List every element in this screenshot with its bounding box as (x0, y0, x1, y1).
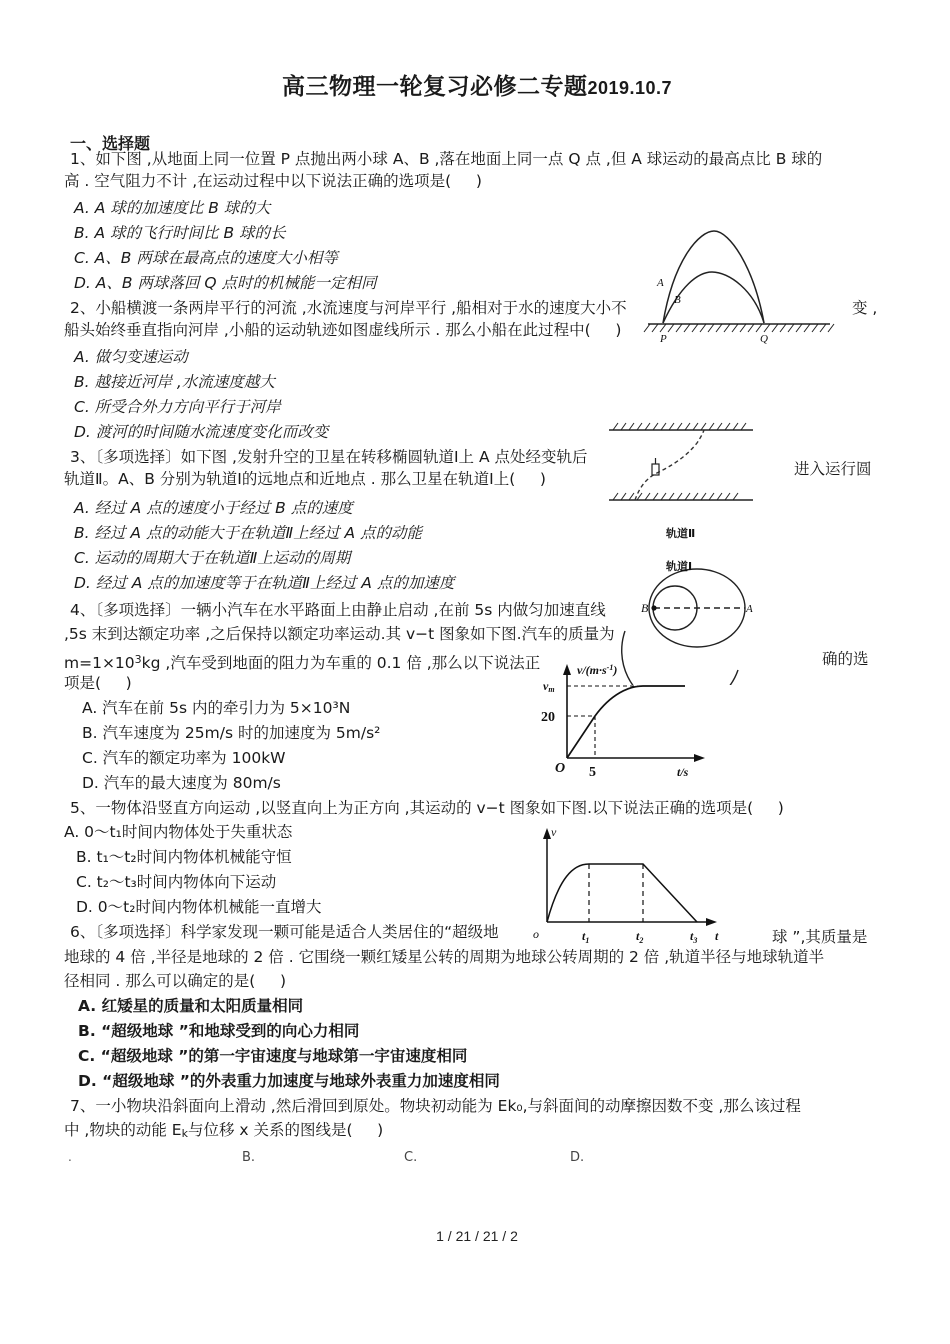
vt-body-xtick-t1: $t_1$ (582, 929, 590, 945)
q3-option-a: A. 经过 A 点的速度小于经过 B 点的速度 (74, 499, 353, 517)
q6-option-b: B. “超级地球 ”和地球受到的向心力相同 (78, 1022, 360, 1040)
q3-stem-line1: 3、〔多项选择〕如下图 ,发射升空的卫星在转移椭圆轨道Ⅰ上 A 点处经变轨后 (70, 448, 588, 466)
q1-option-b: B. A 球的飞行时间比 B 球的长 (74, 224, 286, 242)
q1-option-a: A. A 球的加速度比 B 球的大 (74, 199, 271, 217)
q7-stem-prefix: 中 ,物块的动能 E (64, 1121, 182, 1139)
vt-body-x-label: t (715, 929, 719, 943)
q2-option-c: C. 所受合外力方向平行于河岸 (74, 398, 281, 416)
q6-stem-line3: 径相同 . 那么可以确定的是( ) (64, 972, 287, 990)
projectile-trajectories-diagram (630, 228, 850, 348)
orbit-label-b: B (641, 601, 649, 615)
section-heading: 一、选择题 (70, 134, 151, 153)
q7-ek-subscript: k (181, 1127, 188, 1140)
q4-option-c: C. 汽车的额定功率为 100kW (82, 749, 286, 767)
vt-car-x-label: t/s (677, 765, 689, 778)
q2-option-d: D. 渡河的时间随水流速度变化而改变 (74, 423, 329, 441)
velocity-time-graph-car (525, 658, 745, 778)
q2-stem-line1-tail: 变 , (852, 299, 878, 317)
q5-option-c: C. t₂～t₃时间内物体向下运动 (76, 873, 277, 891)
q3-stem-line1-tail: 进入运行圆 (794, 460, 872, 478)
q4-option-b: B. 汽车速度为 25m/s 时的加速度为 5m/s² (82, 724, 381, 742)
orbit-label-outer: 轨道Ⅱ (666, 527, 696, 540)
boat-crossing-river-diagram (605, 418, 765, 518)
q4-stem-line4: 项是( ) (64, 674, 132, 692)
vt-body-xtick-t2: $t_2$ (636, 929, 644, 945)
page-footer: 1 / 21 / 21 / 2 (436, 1228, 518, 1244)
q4-stem-line1: 4、〔多项选择〕一辆小汽车在水平路面上由静止启动 ,在前 5s 内做匀加速直线 (70, 601, 606, 619)
q5-option-d: D. 0～t₂时间内物体机械能一直增大 (76, 898, 322, 916)
q7-choice-label-c: C. (404, 1150, 418, 1165)
q6-stem-line1: 6、〔多项选择〕科学家发现一颗可能是适合人类居住的“超级地 (70, 923, 499, 941)
q6-option-a: A. 红矮星的质量和太阳质量相同 (78, 997, 304, 1015)
vt-car-ytick-vm: vm (543, 679, 555, 694)
q2-stem-line1: 2、小船横渡一条两岸平行的河流 ,水流速度与河岸平行 ,船相对于水的速度大小不 (70, 299, 627, 317)
orbit-label-a: A (746, 603, 753, 615)
vt-body-origin: o (533, 927, 539, 941)
q1-option-d: D. A、B 两球落回 Q 点时的机械能一定相同 (74, 274, 377, 292)
q3-option-c: C. 运动的周期大于在轨道Ⅱ上运动的周期 (74, 549, 351, 567)
q4-stem-line2: ,5s 末到达额定功率 ,之后保持以额定功率运动.其 v−t 图象如下图.汽车的质量为 (64, 625, 615, 643)
q4-mass-exponent: 3 (134, 653, 142, 666)
projectile-label-a: A (657, 277, 664, 289)
q2-option-a: A. 做匀变速运动 (74, 348, 188, 366)
projectile-label-p: P (660, 333, 667, 345)
q7-stem-line1: 7、一小物块沿斜面向上滑动 ,然后滑回到原处。物块初动能为 Ek₀,与斜面间的动摩擦因数不变 ,那么该过程 (70, 1097, 801, 1115)
projectile-label-b: B (674, 294, 681, 306)
q6-stem-line1-tail: 球 ”,其质量是 (772, 928, 868, 946)
q1-option-c: C. A、B 两球在最高点的速度大小相等 (74, 249, 338, 267)
q5-stem-line1: 5、一物体沿竖直方向运动 ,以竖直向上为正方向 ,其运动的 v−t 图象如下图.以下说法正确的选项是( ) (70, 799, 784, 817)
q6-option-d: D. “超级地球 ”的外表重力加速度与地球外表重力加速度相同 (78, 1072, 500, 1090)
vt-car-y-label: $v/(m\cdot s^{-1})$ (577, 663, 618, 677)
q3-stem-line2: 轨道Ⅱ。A、B 分别为轨道Ⅰ的远地点和近地点 . 那么卫星在轨道Ⅰ上( ) (64, 470, 546, 488)
q7-choice-label-a: . (68, 1150, 72, 1164)
q7-stem-line2 (64, 1121, 383, 1143)
vt-car-origin: O (555, 761, 566, 776)
velocity-time-graph-body (525, 818, 755, 948)
projectile-label-q: Q (760, 333, 768, 345)
q7-stem-rest: 与位移 x 关系的图线是( ) (187, 1121, 384, 1139)
q7-choice-label-d: D. (570, 1150, 585, 1165)
q4-mass-prefix: m=1×10 (64, 654, 135, 672)
vt-car-xtick-5: 5 (589, 765, 596, 778)
q5-option-b: B. t₁～t₂时间内物体机械能守恒 (76, 848, 292, 866)
q2-option-b: B. 越接近河岸 ,水流速度越大 (74, 373, 275, 391)
vt-car-ytick-20: 20 (541, 710, 555, 725)
title-text: 高三物理一轮复习必修二专题 (281, 74, 588, 100)
q3-option-b: B. 经过 A 点的动能大于在轨道Ⅱ上经过 A 点的动能 (74, 524, 423, 542)
q3-option-d: D. 经过 A 点的加速度等于在轨道Ⅱ上经过 A 点的加速度 (74, 574, 455, 592)
title-date: 2019.10.7 (587, 78, 673, 98)
q4-option-a: A. 汽车在前 5s 内的牵引力为 5×10³N (82, 699, 351, 717)
q4-stem-line3-rest: kg ,汽车受到地面的阻力为车重的 0.1 倍 ,那么以下说法正 (141, 654, 541, 672)
q4-stem-line3 (64, 650, 540, 673)
q4-option-d: D. 汽车的最大速度为 80m/s (82, 774, 281, 792)
q4-stem-line3-tail: 确的选 (822, 650, 869, 668)
q2-stem-line2: 船头始终垂直指向河岸 ,小船的运动轨迹如图虚线所示 . 那么小船在此过程中( ) (64, 321, 622, 339)
q7-choice-label-b: B. (242, 1150, 256, 1165)
orbit-label-inner: 轨道Ⅰ (666, 560, 693, 573)
vt-body-y-label: v (551, 825, 557, 839)
q5-option-a: A. 0～t₁时间内物体处于失重状态 (64, 823, 293, 841)
q1-stem-line2: 高 . 空气阻力不计 ,在运动过程中以下说法正确的选项是( ) (64, 172, 482, 190)
page-title (64, 68, 890, 101)
vt-body-xtick-t3: $t_3$ (690, 929, 698, 945)
q6-option-c: C. “超级地球 ”的第一宇宙速度与地球第一宇宙速度相同 (78, 1047, 468, 1065)
q6-stem-line2: 地球的 4 倍 ,半径是地球的 2 倍 . 它围绕一颗红矮星公转的周期为地球公转周期的 2 倍 ,轨道半径与地球轨道半 (64, 948, 825, 966)
q1-stem-line1: 1、如下图 ,从地面上同一位置 P 点抛出两小球 A、B ,落在地面上同一点 Q 点 ,但 A 球运动的最高点比 B 球的 (70, 150, 823, 168)
